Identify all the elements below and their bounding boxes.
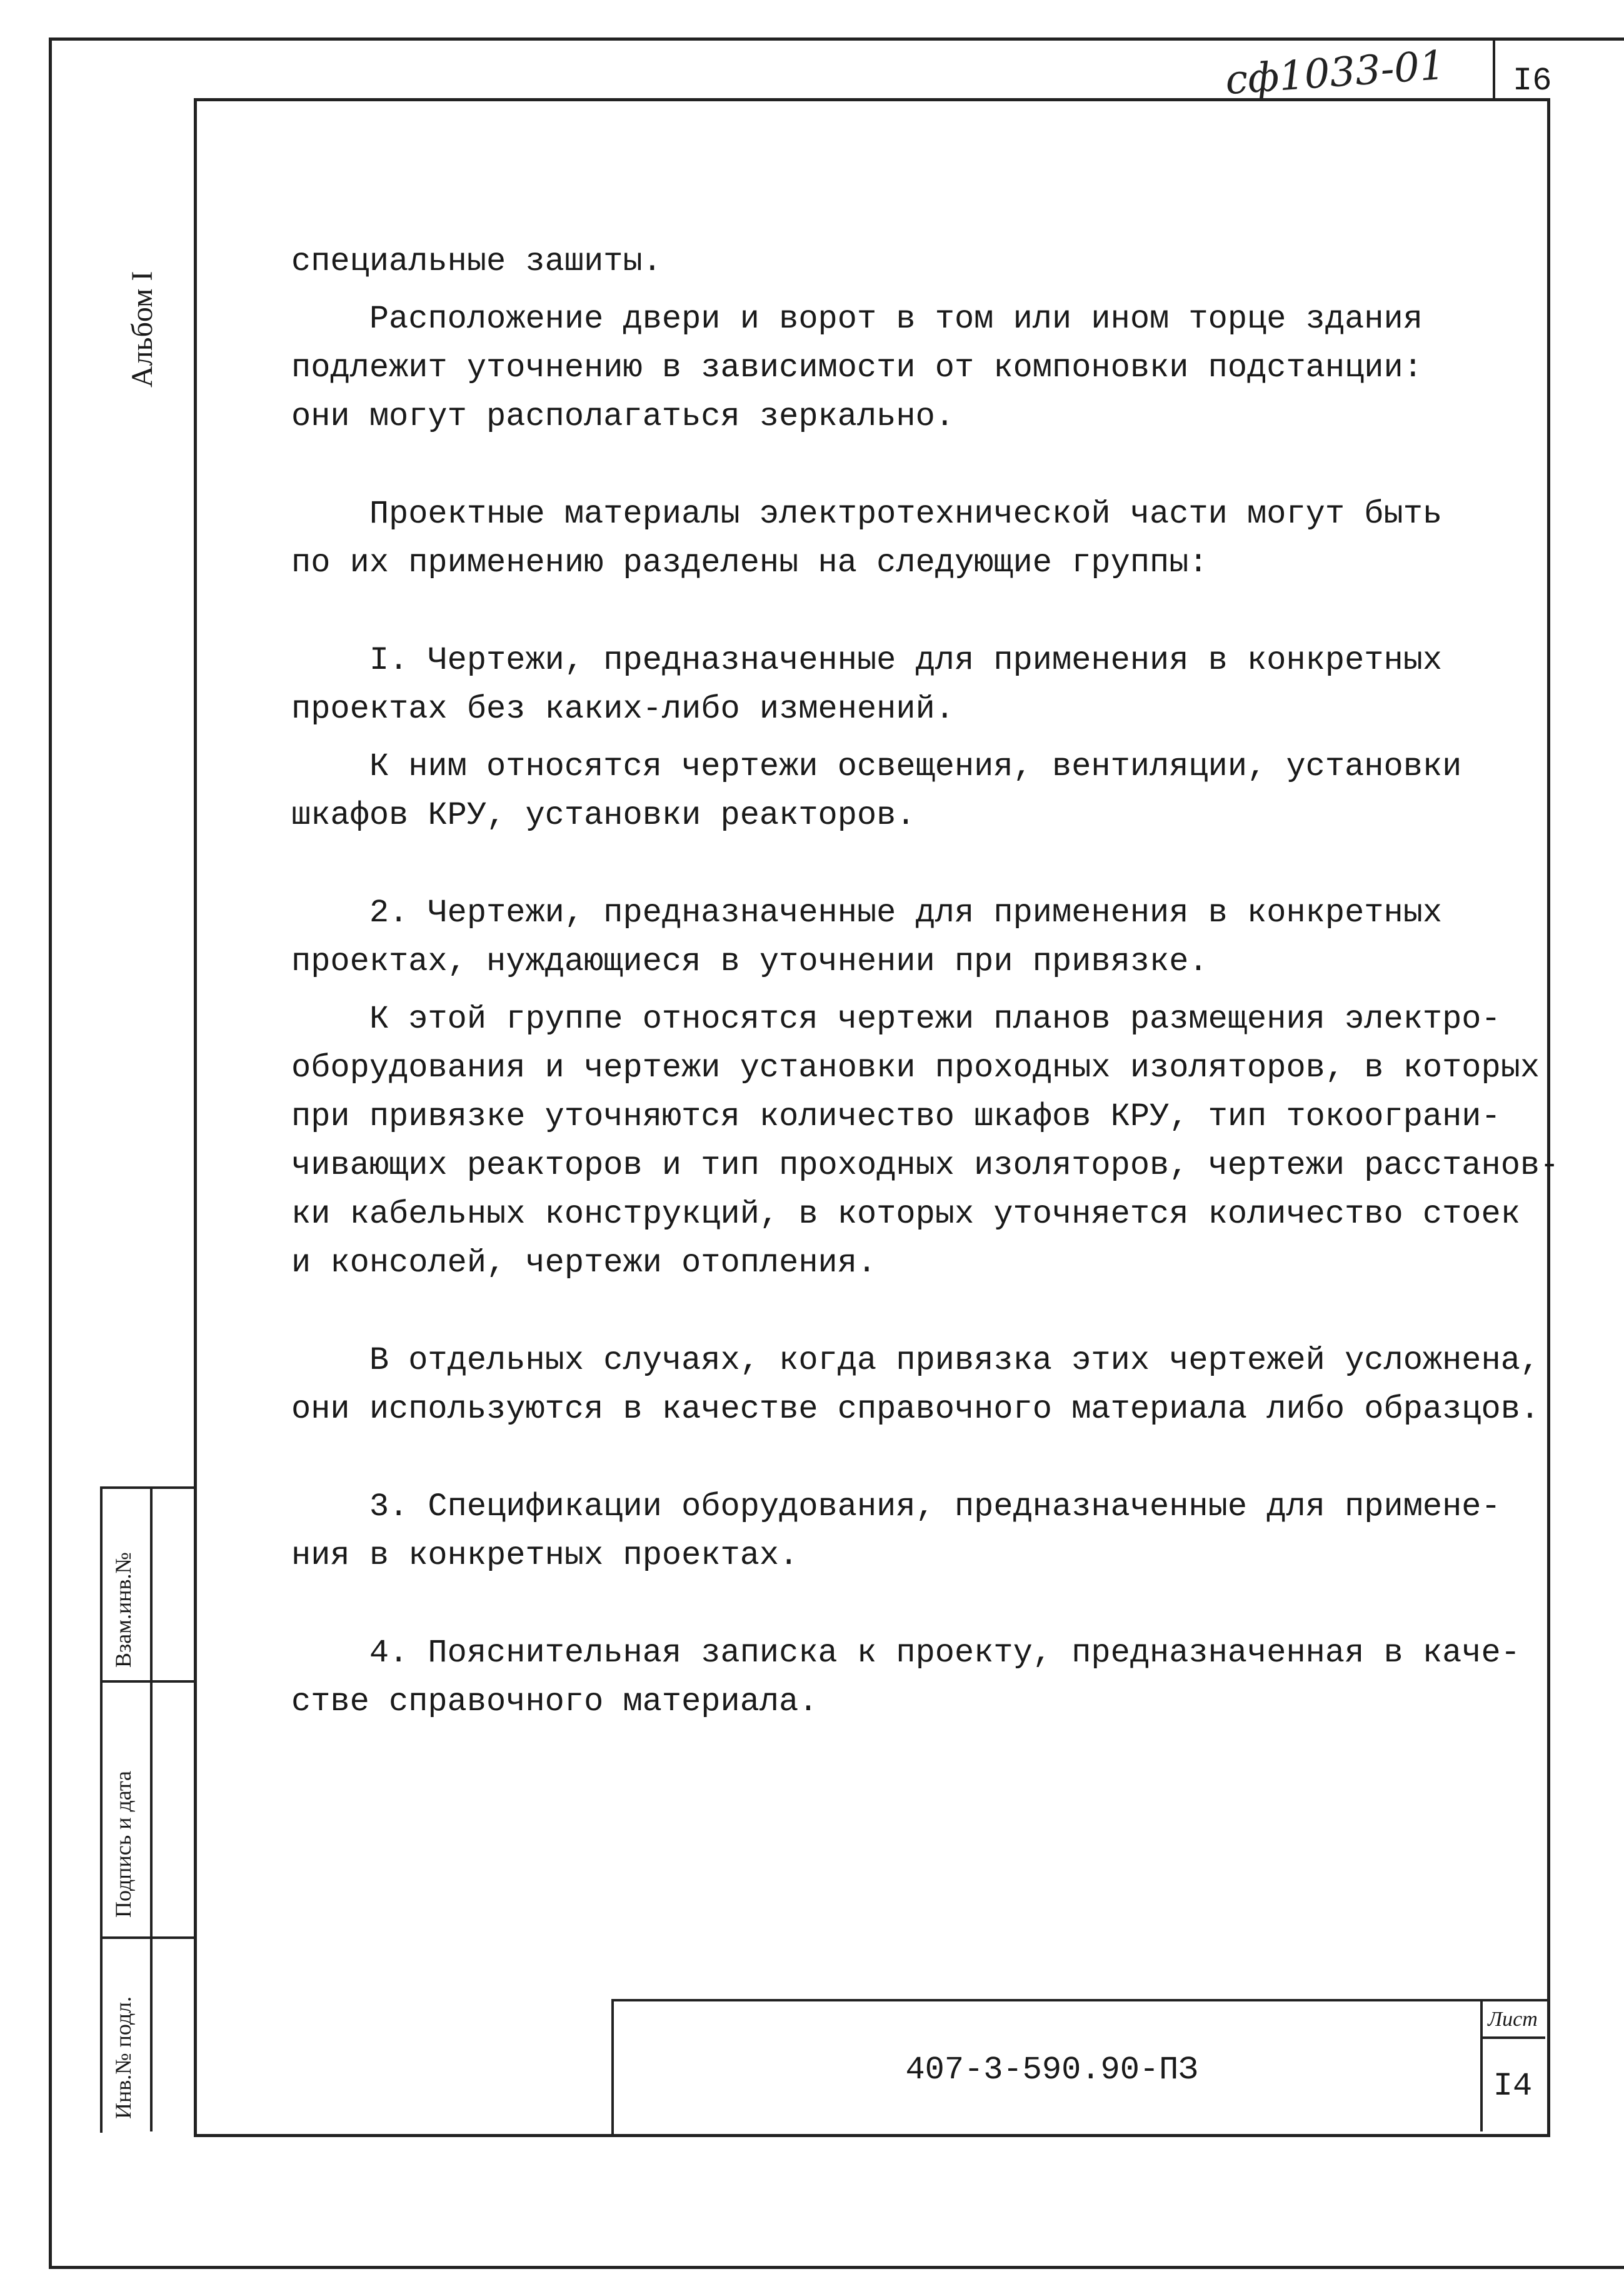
text-line: ки кабельных конструкций, в которых уточняется количество стоек [291,1196,1520,1233]
podpis-data-label: Подпись и дата [111,1771,136,1918]
text-line: оборудования и чертежи установки проходных изоляторов, в которых [291,1049,1540,1086]
paragraph [291,636,1541,734]
text-line: они используются в качестве справочного материала либо образцов. [291,1391,1540,1428]
text-line: Проектные материалы электротехнической части могут быть [291,496,1443,533]
text-line: ния в конкретных проектах. [291,1537,799,1574]
sheet-number: I4 [1493,2068,1533,2105]
text-line: К ним относятся чертежи освещения, вентиляции, установки [291,748,1462,785]
handwritten-code: сф1033-01 [1223,42,1447,104]
paragraph-gap [291,286,1541,295]
paragraph-gap [291,1288,1541,1336]
text-line: К этой группе относятся чертежи планов размещения электро- [291,1001,1501,1038]
text-line: они могут располагаться зеркально. [291,398,955,435]
text-line: подлежит уточнению в зависимости от компоновки подстанции: [291,349,1423,386]
text-line: 3. Спецификации оборудования, предназначенные для примене- [291,1488,1501,1525]
paragraph-gap [291,986,1541,995]
text-line: стве справочного материала. [291,1683,818,1720]
text-line: специальные зашиты. [291,243,662,280]
inv-podl-label: Инв.№ подл. [111,1996,136,2119]
text-line: Расположение двери и ворот в том или ином торце здания [291,301,1423,338]
text-line: шкафов КРУ, установки реакторов. [291,797,916,834]
sheet-label: Лист [1488,2008,1538,2031]
text-line: и консолей, чертежи отопления. [291,1245,877,1281]
text-line: по их применению разделены на следующие группы: [291,544,1208,581]
text-line: при привязке уточняются количество шкафов КРУ, тип токоограни- [291,1098,1501,1135]
paragraph [291,995,1560,1288]
paragraph [291,490,1541,588]
album-label: Альбом I [126,271,159,388]
paragraph [291,1336,1541,1434]
text-line: 4. Пояснительная записка к проекту, предназначенная в каче- [291,1635,1520,1671]
vzam-inv-label: Взам.инв.№ [111,1552,136,1668]
body-text [291,238,1560,1726]
text-line: проектах, нуждающиеся в уточнении при привязке. [291,943,1208,980]
title-block-sheet-line [1480,2036,1545,2039]
document-code: 407-3-590.90-ПЗ [905,2051,1198,2088]
paragraph [291,238,1541,286]
page-number-top: I6 [1513,63,1552,99]
page-number-box-divider [1493,40,1495,99]
paragraph [291,889,1541,986]
text-line: проектах без каких-либо изменений. [291,691,955,728]
paragraph [291,1629,1541,1726]
text-line: В отдельных случаях, когда привязка этих чертежей усложнена, [291,1342,1540,1379]
paragraph-gap [291,1434,1541,1483]
side-stamp-row-line [100,1680,195,1683]
paragraph-gap [291,840,1541,889]
paragraph-gap [291,588,1541,636]
paragraph [291,295,1541,441]
text-line: I. Чертежи, предназначенные для применения в конкретных [291,642,1443,679]
paragraph-gap [291,441,1541,490]
side-stamp-row-line [100,1936,195,1939]
paragraph [291,1483,1541,1580]
text-line: чивающих реакторов и тип проходных изоляторов, чертежи расстанов- [291,1147,1560,1184]
side-stamp-divider [150,1486,153,2131]
paragraph [291,743,1541,840]
text-line: 2. Чертежи, предназначенные для применения в конкретных [291,894,1443,931]
paragraph-gap [291,1580,1541,1629]
paragraph-gap [291,734,1541,743]
